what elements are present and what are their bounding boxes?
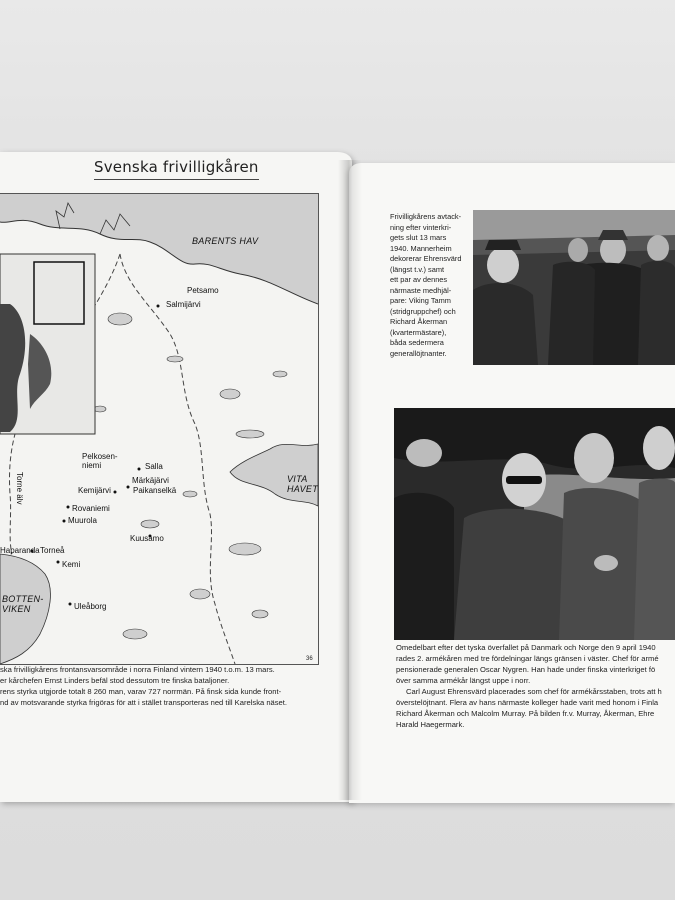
map-label-haparanda: Haparanda	[0, 546, 40, 555]
map-label-petsamo: Petsamo	[187, 286, 219, 295]
map-label-kemi: Kemi	[62, 560, 81, 569]
caption-line: generallöjtnanter.	[390, 348, 447, 358]
photo-graphic	[473, 210, 675, 365]
map-label-tornea: Torneå	[40, 546, 65, 555]
map-label-salla: Salla	[145, 462, 163, 471]
caption-line: Omedelbart efter det tyska överfallet på Danmark och Norge den 9 april 1940	[396, 643, 656, 652]
photo2-caption	[396, 642, 675, 730]
caption-line: gets slut 13 mars	[390, 233, 447, 242]
caption-line: (längst t.v.) samt	[390, 264, 445, 274]
caption-line: dekorerar Ehrensvärd	[390, 254, 462, 263]
caption-line: rades 2. armékåren med tre fördelningar längs gränsen i väster. Chef för armé	[396, 654, 659, 663]
map-label-kuusamo: Kuusamo	[130, 534, 164, 543]
caption-line: ning efter vinterkri-	[390, 222, 452, 232]
map-label-muurola: Muurola	[68, 516, 97, 525]
caption-line: 1940. Mannerheim	[390, 243, 452, 253]
map-label-vita-havet: VITA HAVET	[287, 474, 319, 494]
map-label-markajarvi: Märkäjärvi	[132, 476, 169, 485]
map-label-torne-alv: Torne älv	[15, 472, 24, 505]
map-label-rovaniemi: Rovaniemi	[72, 504, 110, 513]
caption-line: nd av motsvarande styrka frigöras för att i stället transporteras ned till Karelska näset.	[0, 698, 288, 707]
caption-line: Carl August Ehrensvärd placerades som chef för armékårsstaben, trots att h	[406, 687, 662, 696]
chapter-title: Svenska frivilligkåren	[94, 158, 259, 180]
caption-line: (stridgruppchef) och	[390, 306, 456, 316]
caption-line: (kvartermästare),	[390, 327, 447, 337]
photo-mannerheim-decoration	[473, 210, 675, 365]
map-label-kemijarvi: Kemijärvi	[78, 486, 111, 495]
map-label-pelkosenniemi: Pelkosen- niemi	[82, 452, 118, 470]
map-label-barents-hav: BARENTS HAV	[192, 236, 259, 246]
caption-line: överstelöjtnant. Flera av hans närmaste kolleger hade varit med honom i Finla	[396, 698, 659, 707]
map-label-uleaborg: Uleåborg	[74, 602, 107, 611]
map-label-paikanselka: Paikanselkä	[133, 486, 177, 495]
caption-line: Richard Åkerman och Malcolm Murray. På bilden fr.v. Murray, Åkerman, Ehre	[396, 709, 655, 718]
map-graphic	[0, 194, 318, 664]
caption-line: närmaste medhjäl-	[390, 285, 452, 295]
page-number: 36	[306, 656, 313, 662]
caption-line: ska frivilligkårens frontansvarsområde i norra Finland vintern 1940 t.o.m. 13 mars.	[0, 665, 275, 674]
map-caption	[0, 664, 330, 708]
map-finland-north	[0, 193, 319, 665]
caption-line: över samma armékår längst uppe i norr.	[396, 676, 531, 685]
book-gutter	[338, 160, 362, 800]
photo-graphic	[394, 408, 675, 640]
caption-line: pensionerade generalen Oscar Nygren. Han hade under finska vinterkriget fö	[396, 665, 656, 674]
caption-line: båda sedermera	[390, 338, 444, 347]
map-label-botten-viken: BOTTEN- VIKEN	[2, 594, 44, 614]
map-label-salmijarvi: Salmijärvi	[166, 300, 201, 309]
caption-line: Harald Haegermark.	[396, 720, 465, 729]
caption-line: er kårchefen Ernst Linders befäl stod dessutom tre finska bataljoner.	[0, 676, 230, 685]
caption-line: rens styrka utgjorde totalt 8 260 man, varav 727 norrmän. På finsk sida kunde front-	[0, 687, 282, 696]
caption-line: Richard Åkerman	[390, 317, 448, 326]
photo1-caption	[390, 212, 470, 359]
caption-line: ett par av dennes	[390, 275, 448, 284]
caption-line: pare: Viking Tamm	[390, 296, 451, 305]
caption-line: Frivilligkårens avtack-	[390, 212, 462, 221]
photo-armekar-staff	[394, 408, 675, 640]
